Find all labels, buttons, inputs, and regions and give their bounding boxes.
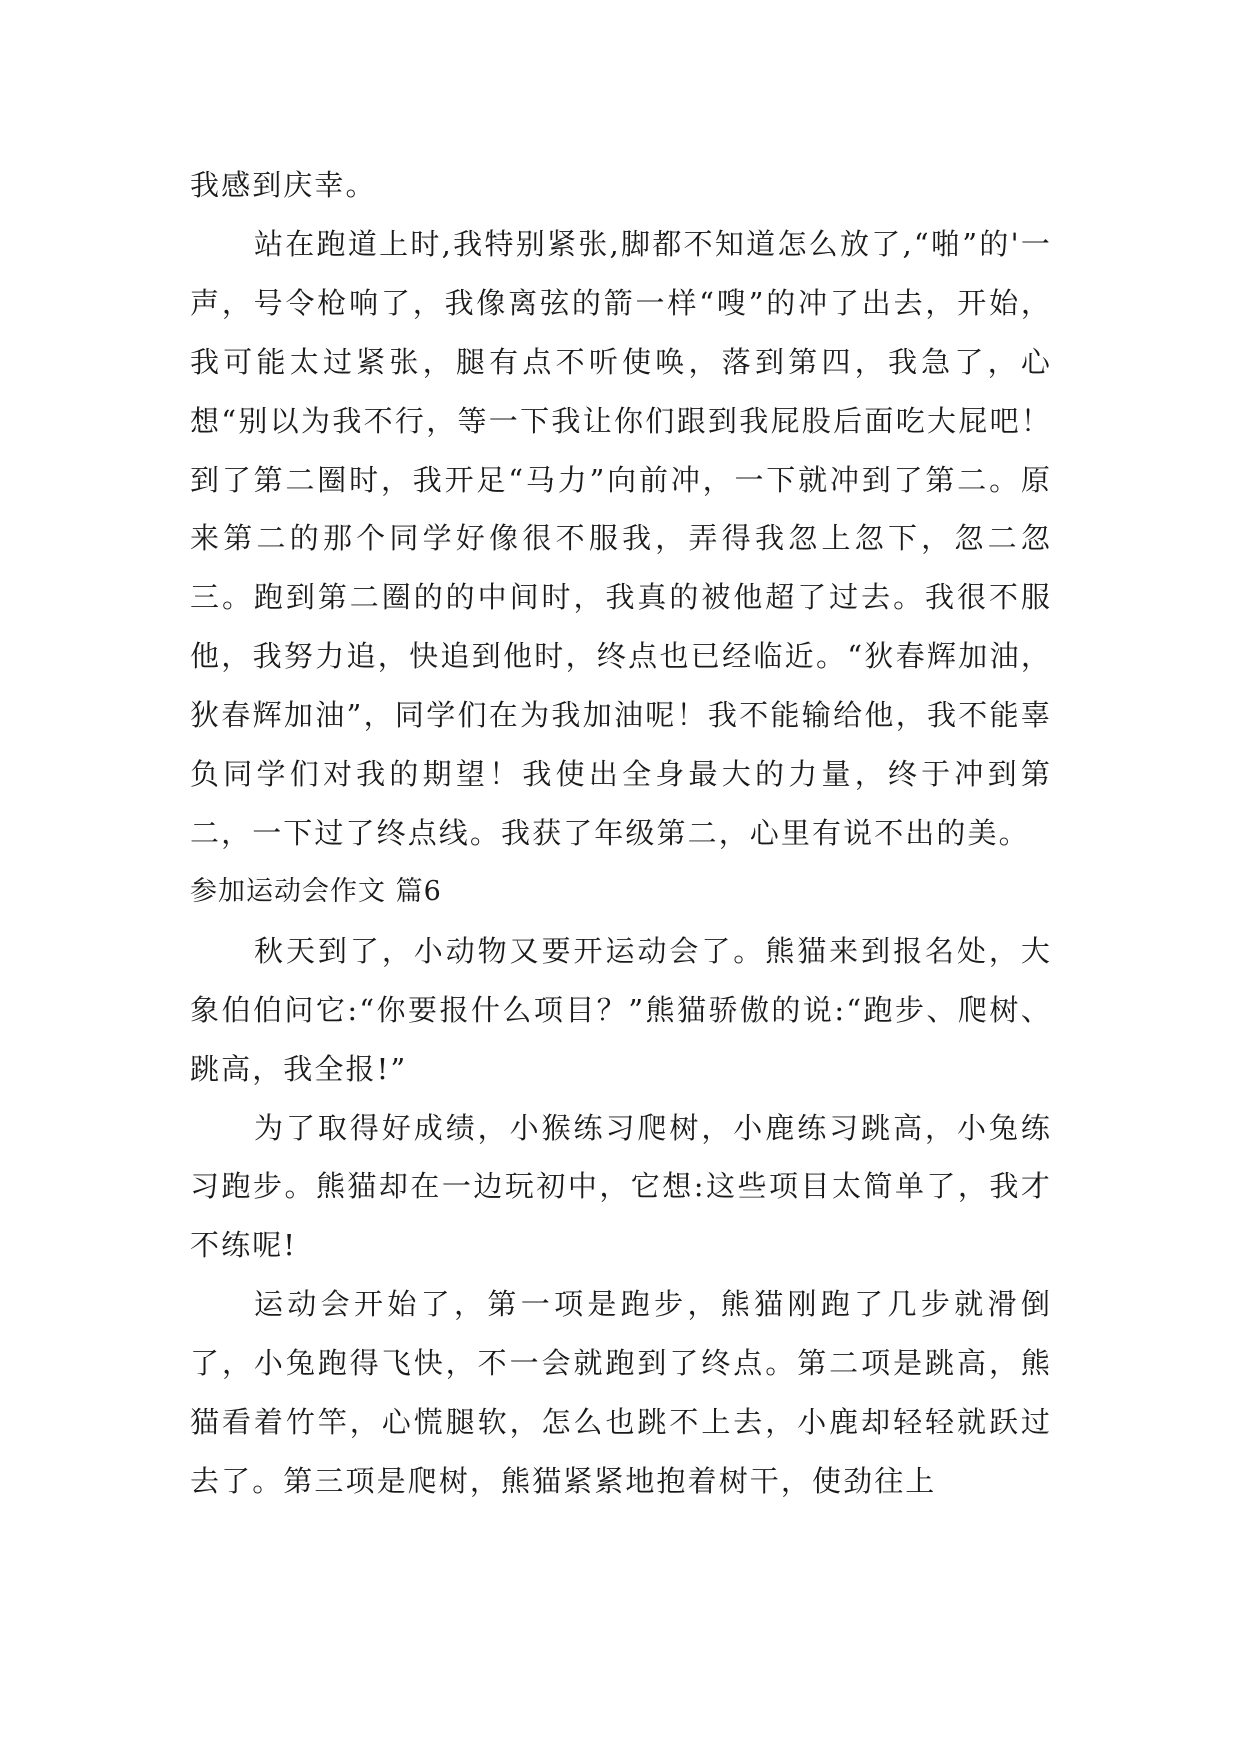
paragraph-1: 我感到庆幸。 <box>190 168 377 202</box>
document-body <box>190 156 1052 1511</box>
paragraph-4: 为了取得好成绩，小猴练习爬树，小鹿练习跳高，小兔练习跑步。熊猫却在一边玩初中，它想:这些项目太简单了，我才不练呢! <box>190 1110 1052 1263</box>
section-heading: 参加运动会作文 篇6 <box>190 875 442 907</box>
paragraph-5: 运动会开始了，第一项是跑步，熊猫刚跑了几步就滑倒了，小兔跑得飞快，不一会就跑到了终点。第二项是跳高，熊猫看着竹竿，心慌腿软，怎么也跳不上去，小鹿却轻轻就跃过去了。第三项是爬树，熊猫紧紧地抱着树干，使劲往上 <box>190 1287 1052 1498</box>
paragraph-2: 站在跑道上时,我特别紧张,脚都不知道怎么放了,“啪”的'一声，号令枪响了，我像离弦的箭一样“嗖”的冲了出去，开始，我可能太过紧张，腿有点不听使唤，落到第四，我急了，心想“别以为我不行，等一下我让你们跟到我屁股后面吃大屁吧！到了第二圈时，我开足“马力”向前冲，一下就冲到了第二。原来第二的那个同学好像很不服我，弄得我忽上忽下，忽二忽三。跑到第二圈的的中间时，我真的被他超了过去。我很不服他，我努力追，快追到他时，终点也已经临近。“狄春辉加油，狄春辉加油”，同学们在为我加油呢！我不能输给他，我不能辜负同学们对我的期望！我使出全身最大的力量，终于冲到第二，一下过了终点线。我获了年级第二，心里有说不出的美。 <box>190 226 1052 850</box>
paragraph-3: 秋天到了，小动物又要开运动会了。熊猫来到报名处，大象伯伯问它:“你要报什么项目？”熊猫骄傲的说:“跑步、爬树、跳高，我全报!” <box>190 933 1052 1086</box>
